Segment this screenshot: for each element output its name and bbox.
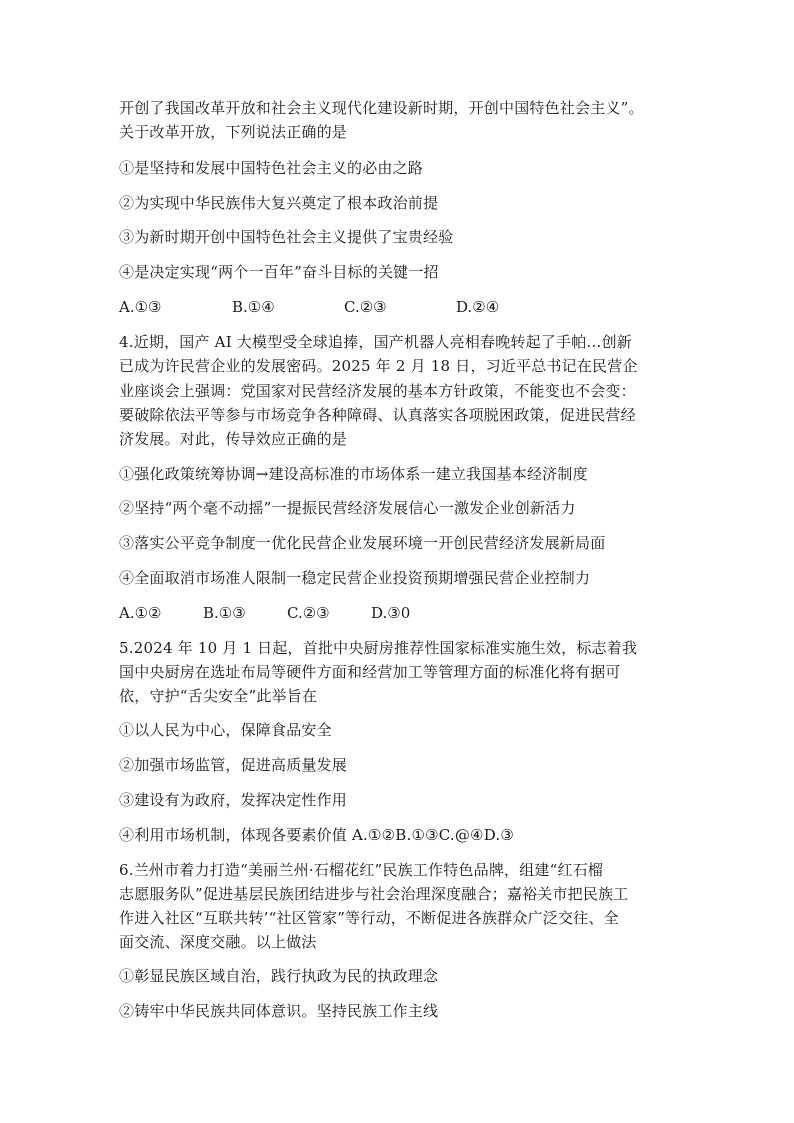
q4-options xyxy=(119,603,410,623)
q5-stem-line-1: 5.2024 年 10 月 1 日起，首批中央厨房推荐性国家标准实施生效，标志着我 xyxy=(119,639,638,657)
q3-item-2: ②为实现中华民族伟大复兴奠定了根本政治前提 xyxy=(119,194,439,212)
q4-item-4: ④全面取消市场准人限制一稳定民营企业投资预期增强民营企业控制力 xyxy=(119,569,591,587)
q5-item-3: ③建设有为政府，发挥决定性作用 xyxy=(119,791,348,809)
q4-option-b: B.①③ xyxy=(203,604,246,622)
q6-item-1: ①彰显民族区域自治，践行执政为民的执政理念 xyxy=(119,967,439,985)
q4-stem-line-4: 要破除依法平等参与市场竞争各种障碍、认真落实各项脱困政策，促进民营经 xyxy=(119,406,636,424)
q3-options xyxy=(119,297,499,317)
q5-item-2: ②加强市场监管，促进高质量发展 xyxy=(119,756,348,774)
q3-option-d: D.②④ xyxy=(456,298,500,316)
q5-item-4-with-options: ④利用市场机制，体现各要素价值 A.①②B.①③C.@④D.③ xyxy=(119,826,515,844)
q3-option-a: A.①③ xyxy=(119,298,162,316)
q4-item-2: ②坚持“两个毫不动摇”一提振民营经济发展信心一激发企业创新活力 xyxy=(119,499,576,517)
q4-stem-line-3: 业座谈会上强调：党国家对民营经济发展的基本方针政策，不能变也不会变： xyxy=(119,382,636,400)
q6-stem-line-3: 作进入社区“互联共转’“社区管家”等行动，不断促进各族群众广泛交往、全 xyxy=(119,909,619,927)
q3-option-c: C.②③ xyxy=(344,298,387,316)
q6-stem-line-2: 志愿服务队”促进基层民族团结进步与社会治理深度融合；嘉裕关市把民族工 xyxy=(119,885,629,903)
q6-stem-line-1: 6.兰州市着力打造“美丽兰州·石榴花红”民族工作特色品牌，组建“红石榴 xyxy=(119,861,604,879)
q4-stem-line-2: 已成为许民营企业的发展密码。2025 年 2 月 18 日，习近平总书记在民营企 xyxy=(119,357,638,375)
q4-stem-line-1: 4.近期，国产 AI 大模型受全球追捧，国产机器人亮相春晚转起了手帕…创新 xyxy=(119,333,633,351)
q6-stem-line-4: 面交流、深度交融。以上做法 xyxy=(119,933,317,951)
q4-item-1: ①强化政策统筹协调→建设高标准的市场体系一建立我国基本经济制度 xyxy=(119,465,588,483)
q4-item-3: ③落实公平竞争制度一优化民营企业发展环境一开创民营经济发展新局面 xyxy=(119,534,606,552)
q3-item-4: ④是决定实现“两个一百年”奋斗目标的关键一招 xyxy=(119,263,439,281)
q3-item-3: ③为新时期开创中国特色社会主义提供了宝贵经验 xyxy=(119,228,454,246)
q4-option-c: C.②③ xyxy=(287,604,330,622)
q5-item-1: ①以人民为中心，保障食品安全 xyxy=(119,721,332,739)
q4-option-d: D.③0 xyxy=(371,604,411,622)
q4-option-a: A.①② xyxy=(119,604,162,622)
q6-item-2: ②铸牢中华民族共同体意识。坚持民族工作主线 xyxy=(119,1002,439,1020)
q4-stem-line-5: 济发展。对此，传导效应正确的是 xyxy=(119,430,348,448)
q3-option-b: B.①④ xyxy=(232,298,275,316)
q5-stem-line-3: 依，守护“舌尖安全”此举旨在 xyxy=(119,687,318,705)
q5-stem-line-2: 国中央厨房在选址布局等硬件方面和经营加工等管理方面的标准化将有据可 xyxy=(119,663,621,681)
q3-stem-line-2: 关于改革开放，下列说法正确的是 xyxy=(119,123,348,141)
q3-item-1: ①是坚持和发展中国特色社会主义的必由之路 xyxy=(119,159,424,177)
q3-stem-line-1: 开创了我国改革开放和社会主义现代化建设新时期，开创中国特色社会主义”。 xyxy=(119,99,644,117)
